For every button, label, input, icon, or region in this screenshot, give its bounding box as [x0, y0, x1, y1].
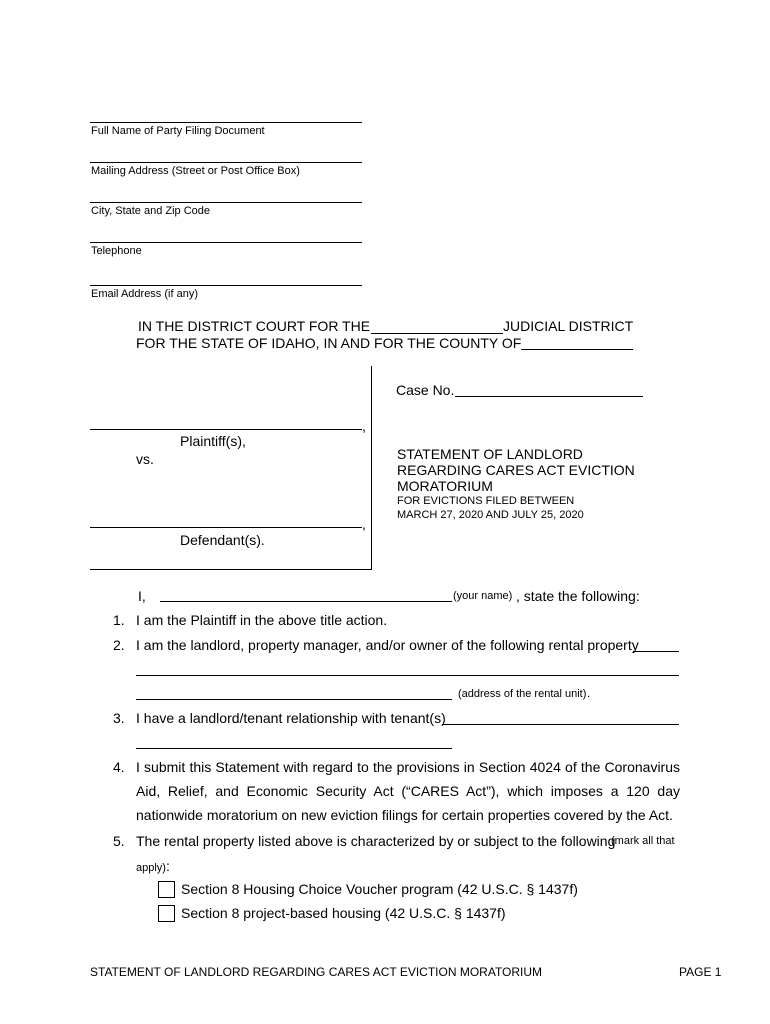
section8-project-label: Section 8 project-based housing (42 U.S.C. § 1437f)	[181, 905, 506, 921]
item4-number: 4.	[113, 759, 125, 775]
full-name-line[interactable]	[90, 122, 362, 123]
rental-property-line-c[interactable]	[136, 699, 452, 700]
defendant-comma: ,	[362, 516, 366, 532]
section8-voucher-checkbox[interactable]	[158, 881, 175, 898]
city-state-zip-line[interactable]	[90, 202, 362, 203]
item1-text: I am the Plaintiff in the above title action.	[136, 612, 388, 628]
item5-colon: :	[165, 858, 170, 874]
your-name-hint: (your name)	[453, 590, 513, 602]
mailing-address-label: Mailing Address (Street or Post Office Box)	[91, 165, 300, 177]
telephone-line[interactable]	[90, 242, 362, 243]
court-header-line1-suffix: JUDICIAL DISTRICT	[503, 318, 634, 334]
your-name-line[interactable]	[160, 601, 452, 602]
court-header-line1-prefix: IN THE DISTRICT COURT FOR THE	[138, 318, 371, 334]
document-subtitle-line1: FOR EVICTIONS FILED BETWEEN	[397, 495, 575, 507]
item5-hint-a: (mark all that	[611, 835, 675, 847]
plaintiff-comma: ,	[362, 418, 366, 434]
section8-project-checkbox[interactable]	[158, 905, 175, 922]
tenant-line-a[interactable]	[442, 724, 679, 725]
item5-hint-b: apply)	[136, 862, 166, 874]
mailing-address-line[interactable]	[90, 162, 362, 163]
case-no-line[interactable]	[455, 396, 643, 397]
item3-number: 3.	[113, 710, 125, 726]
document-title-line2: REGARDING CARES ACT EVICTION	[397, 462, 635, 478]
item1-number: 1.	[113, 612, 125, 628]
document-title-line1: STATEMENT OF LANDLORD	[397, 446, 583, 462]
defendant-label: Defendant(s).	[180, 532, 265, 548]
item4-line1: I submit this Statement with regard to the provisions in Section 4024 of the Coronavirus	[136, 759, 680, 775]
email-label: Email Address (if any)	[91, 288, 198, 300]
item5-number: 5.	[113, 833, 125, 849]
item5-hint-b-row	[136, 858, 170, 874]
section8-voucher-label: Section 8 Housing Choice Voucher program (42 U.S.C. § 1437f)	[181, 881, 578, 897]
item2-text: I am the landlord, property manager, and/or owner of the following rental property	[136, 637, 639, 653]
document-title-line3: MORATORIUM	[397, 478, 493, 494]
footer-title: STATEMENT OF LANDLORD REGARDING CARES ACT EVICTION MORATORIUM	[90, 965, 543, 979]
defendant-name-line[interactable]	[90, 527, 362, 528]
court-header-line2-prefix: FOR THE STATE OF IDAHO, IN AND FOR THE COUNTY OF	[136, 335, 522, 351]
document-title	[397, 446, 635, 494]
page-number: PAGE 1	[679, 965, 722, 979]
intro-prefix: I,	[138, 588, 146, 604]
caption-bottom-rule	[90, 569, 372, 570]
judicial-district-blank[interactable]	[371, 333, 503, 334]
address-period: .	[587, 688, 591, 700]
case-no-label: Case No.	[396, 382, 455, 398]
plaintiff-label: Plaintiff(s),	[180, 433, 246, 449]
plaintiff-name-line[interactable]	[90, 429, 362, 430]
rental-property-line-b[interactable]	[136, 675, 679, 676]
email-line[interactable]	[90, 285, 362, 286]
vs-label: vs.	[136, 451, 154, 467]
item5-text: The rental property listed above is characterized by or subject to the following	[136, 833, 616, 849]
city-state-zip-label: City, State and Zip Code	[91, 205, 211, 217]
document-subtitle	[397, 494, 584, 522]
caption-divider	[371, 366, 372, 569]
tenant-line-b[interactable]	[136, 748, 452, 749]
address-hint: (address of the rental unit)	[458, 688, 587, 700]
county-blank[interactable]	[521, 349, 633, 350]
item4-line3: nationwide moratorium on new eviction filings for certain properties covered by the Act.	[136, 807, 673, 823]
document-subtitle-line2: MARCH 27, 2020 AND JULY 25, 2020	[397, 509, 584, 521]
item4-line2: Aid, Relief, and Economic Security Act (“CARES Act”), which imposes a 120 day	[136, 783, 680, 799]
rental-property-line-a[interactable]	[633, 651, 679, 652]
full-name-label: Full Name of Party Filing Document	[91, 125, 265, 137]
item2-number: 2.	[113, 637, 125, 653]
item3-text: I have a landlord/tenant relationship with tenant(s)	[136, 710, 446, 726]
intro-suffix: , state the following:	[516, 588, 640, 604]
telephone-label: Telephone	[91, 245, 142, 257]
